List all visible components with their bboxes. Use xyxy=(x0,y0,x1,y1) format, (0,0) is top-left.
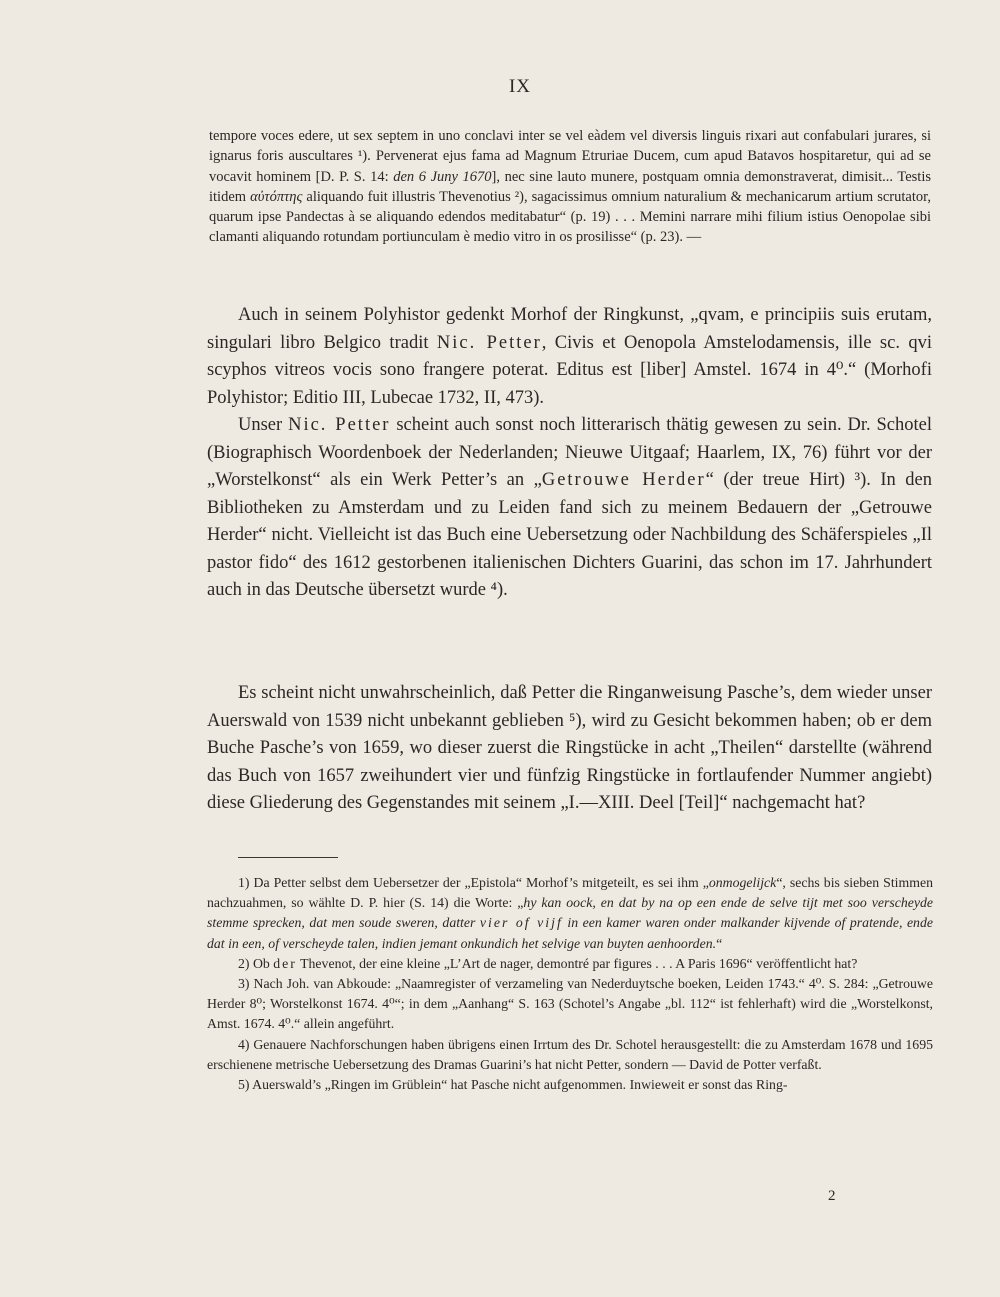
quote-greek-word: αὐτόπτης xyxy=(250,188,303,205)
paragraph-petter-text-a: Unser xyxy=(238,415,283,435)
footnote-1-text-b: “, sechs bis sieben Stimmen nachzuahmen, so wählte D. P. hier (S. 14) die Worte: „ xyxy=(207,875,933,911)
latin-quote-block xyxy=(209,126,931,248)
footnote-1-italic-2: hy kan oock, en dat by na op een ende de selve tijt met soo verscheyde stemme sprecken, dat men soude sweren, datter xyxy=(207,895,933,931)
body-section-1 xyxy=(207,302,932,605)
footnote-1 xyxy=(207,873,933,954)
footnote-1-spaced: vier of vijf xyxy=(479,915,563,931)
footnote-2-spaced: der xyxy=(273,955,297,971)
quote-date-italic: den 6 Juny 1670 xyxy=(393,168,492,185)
footnote-divider xyxy=(238,857,338,858)
footnote-1-close: “ xyxy=(716,935,723,951)
page-number: IX xyxy=(508,76,532,97)
paragraph-morhof-text-b: , Civis et Oenopola Amstelodamensis, ille sc. qvi scyphos vitreos vocis sono frangere poterat. Editus est [liber] Amstel. 1674 in 4⁰.“ (Morhofi Polyhistor; Editio III, Lubecae 1732, II, 473). xyxy=(207,332,932,408)
quote-text-2: ], nec sine lauto munere, postquam omnia demonstraverat, dimisit... Testis itidem xyxy=(209,168,931,205)
paragraph-petter xyxy=(207,412,932,605)
footnote-1-italic-1: onmogelijck xyxy=(708,875,777,890)
body-section-2 xyxy=(207,680,932,818)
paragraph-morhof-text-a: Auch in seinem Polyhistor gedenkt Morhof der Ringkunst, „qvam, e principiis suis erutam, singulari libro Belgico tradit xyxy=(207,305,932,353)
footnote-1-italic-3: in een kamer waren onder malkander kijvende of pratende, ende dat in een, of verscheyde talen, indien jemant onkundich het selvige van buyten aenhoorden. xyxy=(207,915,933,951)
quote-text-1: tempore voces edere, ut sex septem in uno conclavi inter se vel eàdem vel diversis linguis rixari aut confabulari jurares, si ignarus foris auscultares ¹). Pervenerat ejus fama ad Magnum Etruriae Ducem, cum apud Batavos hospitaretur, qui ad se vocavit hominem [D. P. S. 14: xyxy=(209,128,931,185)
footnotes xyxy=(207,873,933,1095)
footnote-1-text-a: 1) Da Petter selbst dem Uebersetzer der „Epistola“ Morhof’s mitgeteilt, es sei ihm „ xyxy=(238,875,709,890)
footnote-5: 5) Auerswald’s „Ringen im Grüblein“ hat Pasche nicht aufgenommen. Inwieweit er sonst das Ring- xyxy=(238,1077,788,1093)
footnote-2-text-b: Thevenot, der eine kleine „L’Art de nager, demontré par figures . . . A Paris 1696“ veröffentlicht hat? xyxy=(300,955,858,971)
footnote-2 xyxy=(207,954,933,974)
quote-text-3: aliquando fuit illustris Thevenotius ²), sagacissimus omnium naturalium & mechanicarum artium scrutator, quarum ipse Pandectas à se aliquando edendos meditabatur“ (p. 19) . . . Memini narrare mihi filium istius Oenopolae sibi clamanti aliquando rotundam portiunculam è medio vitro in os prosilisse“ (p. 23). — xyxy=(209,188,932,246)
paragraph-pasche: Es scheint nicht unwahrscheinlich, daß Petter die Ringanweisung Pasche’s, dem wieder unser Auerswald von 1539 nicht unbekannt geblieben ⁵), wird zu Gesicht bekommen haben; ob er dem Buche Pasche’s von 1659, wo dieser zuerst die Ringstücke in acht „Theilen“ darstellte (während das Buch von 1657 zweihundert vier und fünfzig Ringstücke in fortlaufender Nummer angiebt) diese Gliederung des Gegenstandes mit seinem „I.—XIII. Deel [Teil]“ nachgemacht hat? xyxy=(207,683,932,813)
author-name-spaced-2: Nic. Petter xyxy=(288,415,391,435)
paragraph-morhof xyxy=(207,302,932,412)
paragraph-petter-text-b: scheint auch sonst noch litterarisch thätig gewesen zu sein. Dr. Schotel (Biographisch Woordenboek der Nederlanden; Nieuwe Uitgaaf; Haarlem, IX, 76) führt vor der „Worstelkonst“ als ein Werk Petter’s an „ xyxy=(207,415,932,490)
footnote-4: 4) Genauere Nachforschungen haben übrigens einen Irrtum des Dr. Schotel herausgestellt: die zu Amsterdam 1678 und 1695 erschienene metrische Uebersetzung des Dramas Guarini’s hat nicht Petter, sondern — David de Potter verfaßt. xyxy=(207,1036,933,1072)
printer-signature-mark: 2 xyxy=(828,1188,836,1204)
footnote-2-text-a: 2) Ob xyxy=(238,955,270,971)
work-title-spaced: Getrouwe Herder xyxy=(541,470,706,490)
footnote-3: 3) Nach Joh. van Abkoude: „Naamregister of verzameling van Nederduytsche boeken, Leiden 1743.“ 4⁰. S. 284: „Getrouwe Herder 8⁰; Worstelkonst 1674. 4⁰“; in dem „Aanhang“ S. 163 (Schotel’s Angabe „bl. 112“ ist fehlerhaft) wird die „Worstelkonst, Amst. 1674. 4⁰.“ allein angeführt. xyxy=(207,976,933,1032)
paragraph-petter-text-c: “ (der treue Hirt) ³). In den Bibliotheken zu Amsterdam und zu Leiden fand sich zu meinem Bedauern der „Getrouwe Herder“ nicht. Vielleicht ist das Buch eine Uebersetzung oder Nachbildung des Schäferspieles „Il pastor fido“ des 1612 gestorbenen italienischen Dichters Guarini, das schon im 17. Jahrhundert auch in das Deutsche übersetzt wurde ⁴). xyxy=(207,470,932,600)
author-name-spaced: Nic. Petter xyxy=(436,332,542,353)
